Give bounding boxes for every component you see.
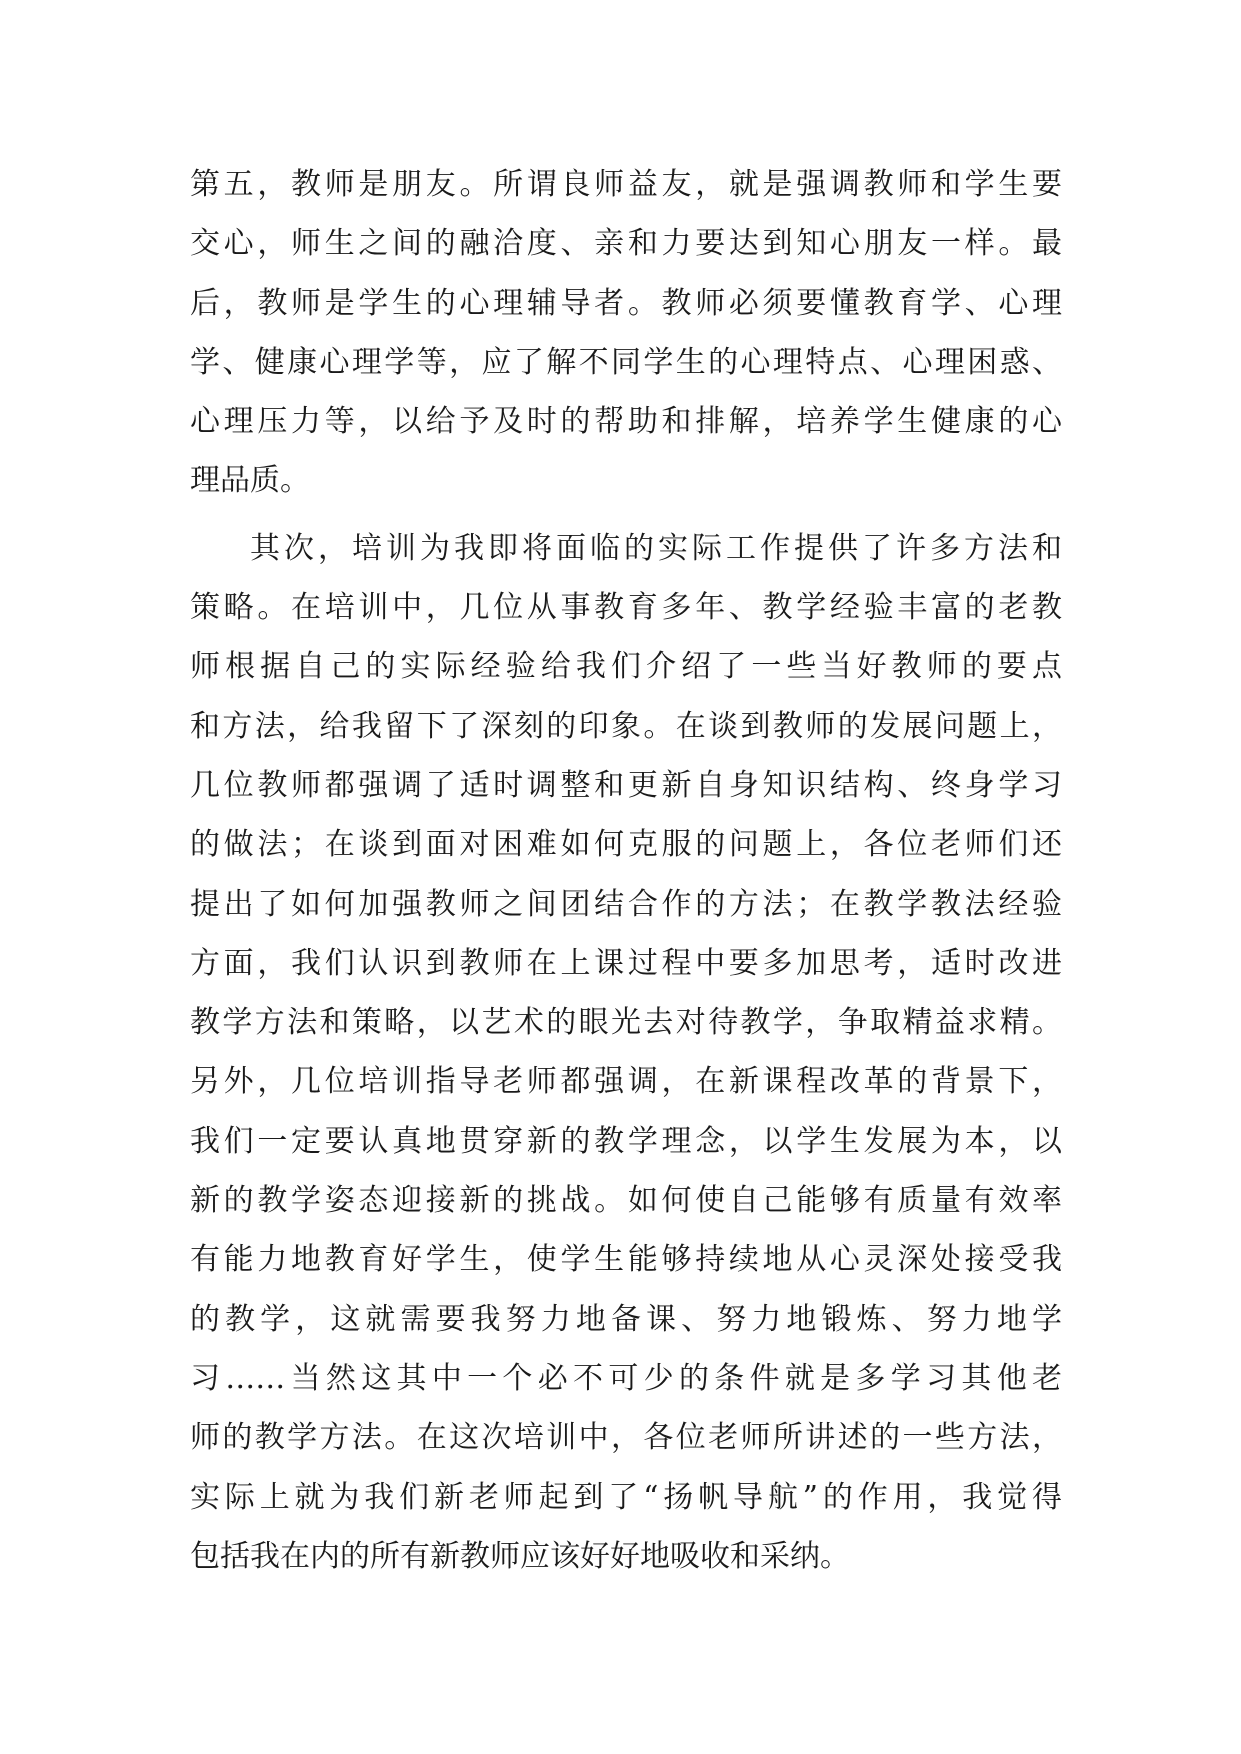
paragraph-2-line-6: 的做法；在谈到面对困难如何克服的问题上，各位老师们还 <box>190 827 1062 863</box>
paragraph-1-line-3: 后，教师是学生的心理辅导者。教师必须要懂教育学、心理 <box>190 285 1062 321</box>
paragraph-1-line-6: 理品质。 <box>190 463 310 499</box>
paragraph-2-line-11: 我们一定要认真地贯穿新的教学理念，以学生发展为本，以 <box>190 1123 1062 1159</box>
paragraph-2-line-4: 和方法，给我留下了深刻的印象。在谈到教师的发展问题上， <box>190 708 1062 744</box>
paragraph-2-line-7: 提出了如何加强教师之间团结合作的方法；在教学教法经验 <box>190 886 1062 922</box>
paragraph-1-line-2: 交心，师生之间的融洽度、亲和力要达到知心朋友一样。最 <box>190 226 1062 262</box>
paragraph-2-line-16: 师的教学方法。在这次培训中，各位老师所讲述的一些方法， <box>190 1420 1062 1456</box>
paragraph-2-line-1: 其次，培训为我即将面临的实际工作提供了许多方法和 <box>250 530 1062 566</box>
paragraph-2-line-10: 另外，几位培训指导老师都强调，在新课程改革的背景下， <box>190 1064 1062 1100</box>
paragraph-2-line-14: 的教学，这就需要我努力地备课、努力地锻炼、努力地学 <box>190 1301 1062 1337</box>
paragraph-2-line-18: 包括我在内的所有新教师应该好好地吸收和采纳。 <box>190 1538 850 1574</box>
paragraph-2-line-13: 有能力地教育好学生，使学生能够持续地从心灵深处接受我 <box>190 1242 1062 1278</box>
paragraph-2-line-17: 实际上就为我们新老师起到了“扬帆导航”的作用，我觉得 <box>190 1479 1062 1515</box>
paragraph-2-line-9: 教学方法和策略，以艺术的眼光去对待教学，争取精益求精。 <box>190 1005 1062 1041</box>
paragraph-1-line-5: 心理压力等，以给予及时的帮助和排解，培养学生健康的心 <box>190 404 1062 440</box>
paragraph-1-line-1: 第五，教师是朋友。所谓良师益友，就是强调教师和学生要 <box>190 167 1062 202</box>
body-text <box>190 155 1062 1586</box>
paragraph-gap <box>190 511 1062 519</box>
paragraph-2-line-2: 策略。在培训中，几位从事教育多年、教学经验丰富的老教 <box>190 590 1062 626</box>
paragraph-2-line-15: 习……当然这其中一个必不可少的条件就是多学习其他老 <box>190 1360 1062 1396</box>
paragraph-2-line-5: 几位教师都强调了适时调整和更新自身知识结构、终身学习 <box>190 767 1062 803</box>
paragraph-2-line-8: 方面，我们认识到教师在上课过程中要多加思考，适时改进 <box>190 945 1062 981</box>
paragraph-2-line-3: 师根据自己的实际经验给我们介绍了一些当好教师的要点 <box>190 649 1062 685</box>
paragraph-1-line-4: 学、健康心理学等，应了解不同学生的心理特点、心理困惑、 <box>190 344 1062 380</box>
paragraph-2-line-12: 新的教学姿态迎接新的挑战。如何使自己能够有质量有效率 <box>190 1183 1062 1219</box>
